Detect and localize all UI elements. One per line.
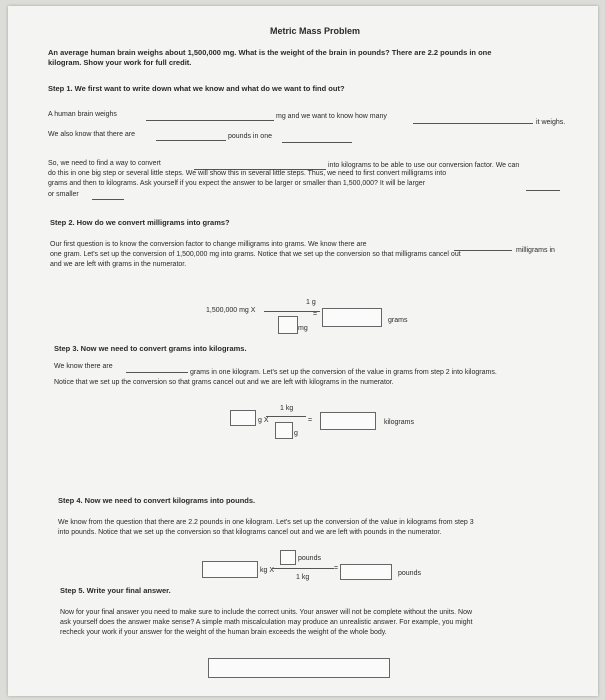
step5-line-3: recheck your work if your answer for the weight of the human brain exceeds the weight of the whole body.: [60, 629, 387, 636]
step4-numerator-unit: pounds: [298, 555, 321, 562]
larger-smaller-blank-1[interactable]: [526, 190, 560, 191]
step2-denominator-unit: mg: [298, 325, 308, 332]
step3-answer-box[interactable]: [320, 412, 376, 430]
step1-brain-prefix: A human brain weighs: [48, 111, 117, 118]
step5-heading: Step 5. Write your final answer.: [60, 586, 171, 595]
step4-given-box[interactable]: [202, 561, 258, 578]
step3-denominator-unit: g: [294, 430, 298, 437]
final-answer-box[interactable]: [208, 658, 390, 678]
step2-result-unit: grams: [388, 317, 408, 324]
step2-given: 1,500,000 mg X: [206, 307, 256, 314]
step3-denominator-box[interactable]: [275, 422, 293, 439]
mg-per-gram-blank[interactable]: [454, 250, 512, 251]
step3-given-unit: g X: [258, 417, 269, 424]
brain-weight-blank[interactable]: [146, 120, 274, 121]
step1-also-prefix: We also know that there are: [48, 131, 136, 138]
step5-line-1: Now for your final answer you need to make sure to include the correct units. Your answer will not be complete without the units. Now: [60, 609, 473, 616]
unit-wanted-blank[interactable]: [413, 123, 533, 124]
step3-line-1a: We know there are: [54, 363, 113, 370]
step4-answer-box[interactable]: [340, 564, 392, 580]
intro-line-2: kilogram. Show your work for full credit.: [48, 58, 192, 67]
unit-one-blank[interactable]: [282, 142, 352, 143]
step1-para-line-1a: So, we need to find a way to convert: [48, 160, 161, 167]
step1-para-line-2: do this in one big step or several little steps. We will show this in several little steps. Thus, we need to first convert milligrams into: [48, 170, 447, 177]
step3-given-box[interactable]: [230, 410, 256, 426]
step2-line-2: one gram. Let's set up the conversion of 1,500,000 mg into grams. Notice that we set up the conversion so that milligrams cancel out: [50, 251, 461, 258]
step3-heading: Step 3. Now we need to convert grams into kilograms.: [54, 344, 247, 353]
grams-per-kg-blank[interactable]: [126, 372, 188, 373]
step1-brain-mid: mg and we want to know how many: [276, 113, 387, 120]
step2-fraction-bar: [264, 311, 320, 312]
step2-equals: =: [313, 311, 318, 318]
step2-heading: Step 2. How do we convert milligrams into grams?: [50, 218, 230, 227]
step4-result-unit: pounds: [398, 570, 421, 577]
step1-para-line-4: or smaller: [48, 191, 79, 198]
worksheet-page: [8, 6, 598, 696]
step4-equals: =: [334, 565, 339, 572]
step5-line-2: ask yourself does the answer make sense? A simple math miscalculation may produce an unrealistic answer. For example, you might: [60, 619, 473, 626]
step1-brain-suffix: it weighs.: [536, 119, 566, 126]
step4-numerator-box[interactable]: [280, 550, 296, 565]
step1-para-line-3: grams and then to kilograms. Ask yourself if you expect the answer to be larger or smaller than 1,500,000? It will be larger: [48, 180, 426, 187]
step2-numerator: 1 g: [306, 299, 316, 306]
larger-smaller-blank-2[interactable]: [92, 199, 124, 200]
step2-line-1b: milligrams in: [516, 247, 555, 254]
step1-also-suffix: pounds in one: [228, 133, 272, 140]
step2-denominator-box[interactable]: [278, 316, 298, 334]
step2-line-3: and we are left with grams in the numerator.: [50, 261, 187, 268]
step4-line-2: into pounds. Notice that we set up the conversion so that kilograms cancel out and we are left with pounds in the numerator.: [58, 529, 442, 536]
step3-numerator: 1 kg: [280, 405, 294, 412]
step4-denominator: 1 kg: [296, 574, 310, 581]
pounds-count-blank[interactable]: [156, 140, 226, 141]
step1-para-line-1b: into kilograms to be able to use our conversion factor. We can: [328, 162, 520, 169]
step4-line-1: We know from the question that there are 2.2 pounds in one kilogram. Let's set up the conversion of the value in kilograms from step 3: [58, 519, 474, 526]
step2-answer-box[interactable]: [322, 308, 382, 327]
intro-line-1: An average human brain weighs about 1,500,000 mg. What is the weight of the brain in pounds? There are 2.2 pounds in one: [48, 48, 492, 57]
step3-equals: =: [308, 417, 313, 424]
step3-line-1b: grams in one kilogram. Let's set up the conversion of the value in grams from step 2 into kilograms.: [190, 369, 497, 376]
step1-heading: Step 1. We first want to write down what we know and what do we want to find out?: [48, 84, 345, 93]
step3-fraction-bar: [266, 416, 306, 417]
step4-heading: Step 4. Now we need to convert kilograms into pounds.: [58, 496, 256, 505]
page-title: Metric Mass Problem: [270, 26, 361, 36]
step4-given-unit: kg X: [260, 567, 275, 574]
step3-result-unit: kilograms: [384, 419, 414, 426]
step3-line-2: Notice that we set up the conversion so that grams cancel out and we are left with kilograms in the numerator.: [54, 379, 394, 386]
step4-fraction-bar: [272, 568, 334, 569]
step2-line-1a: Our first question is to know the conversion factor to change milligrams into grams. We know there are: [50, 241, 367, 248]
